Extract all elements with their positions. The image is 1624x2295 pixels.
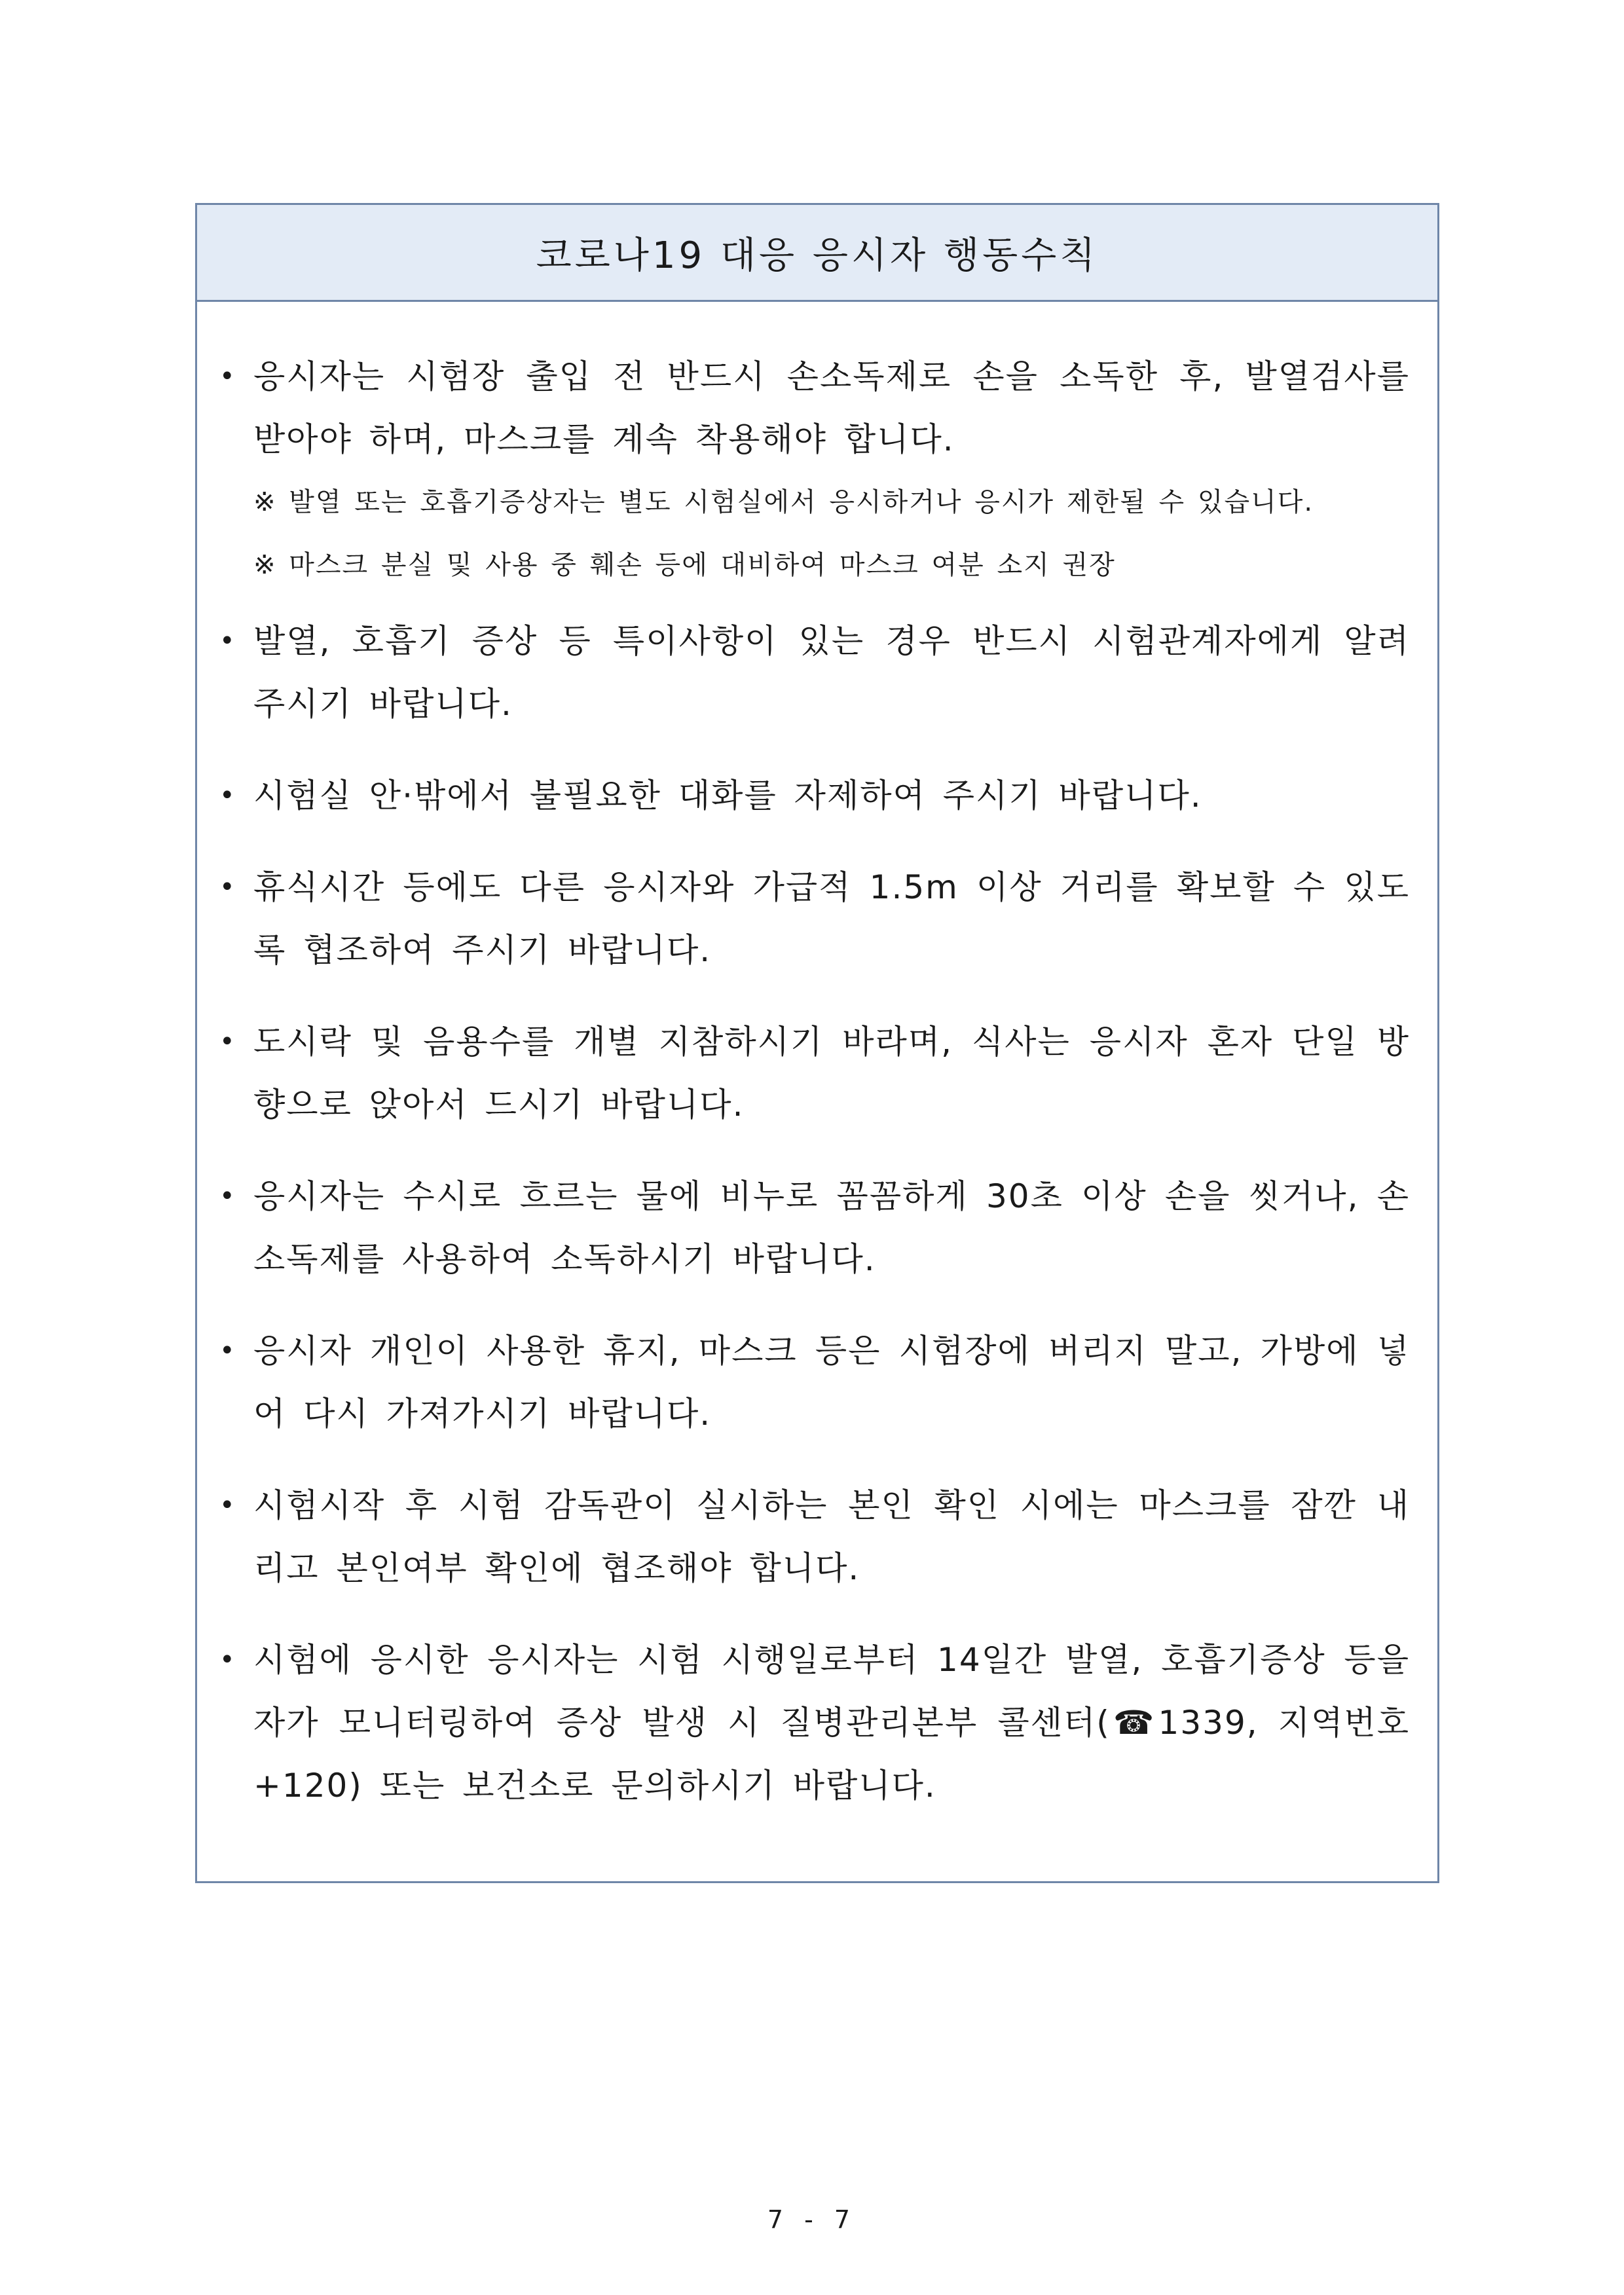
rule-item-4 (219, 856, 1410, 982)
notice-box (195, 203, 1439, 1883)
rule-item-5 (219, 1010, 1410, 1136)
rule-item-1 (219, 345, 1410, 597)
rule-text: 발열, 호흡기 증상 등 특이사항이 있는 경우 반드시 시험관계자에게 알려 주시기 바랍니다. (253, 622, 1410, 723)
rule-text: 시험실 안·밖에서 불필요한 대화를 자제하여 주시기 바랍니다. (253, 777, 1202, 815)
rule-text: 휴식시간 등에도 다른 응시자와 가급적 1.5m 이상 거리를 확보할 수 있도록 협조하여 주시기 바랍니다. (253, 868, 1410, 969)
notice-title: 코로나19 대응 응시자 행동수칙 (536, 234, 1099, 277)
bullet-icon: • (219, 872, 235, 902)
bullet-icon: • (219, 780, 235, 811)
rule-item-2 (219, 610, 1410, 735)
bullet-icon: • (219, 1336, 235, 1366)
notice-header (197, 205, 1437, 302)
rule-text: 응시자는 수시로 흐르는 물에 비누로 꼼꼼하게 30초 이상 손을 씻거나, 손소독제를 사용하여 소독하시기 바랍니다. (253, 1177, 1410, 1278)
bullet-icon: • (219, 1645, 235, 1675)
rule-item-3 (219, 764, 1410, 827)
rule-note: ※ 발열 또는 호흡기증상자는 별도 시험실에서 응시하거나 응시가 제한될 수 있습니다. (253, 487, 1314, 517)
bullet-icon: • (219, 626, 235, 656)
notice-body (197, 302, 1437, 1817)
rule-text: 도시락 및 음용수를 개별 지참하시기 바라며, 식사는 응시자 혼자 단일 방향으로 앉아서 드시기 바랍니다. (253, 1023, 1410, 1124)
rule-item-6 (219, 1165, 1410, 1291)
rule-item-9 (219, 1628, 1410, 1817)
page-number: 7 - 7 (767, 2205, 857, 2234)
bullet-icon: • (219, 1490, 235, 1520)
rule-text: 시험시작 후 시험 감독관이 실시하는 본인 확인 시에는 마스크를 잠깐 내리고 본인여부 확인에 협조해야 합니다. (253, 1486, 1410, 1587)
rule-note: ※ 마스크 분실 및 사용 중 훼손 등에 대비하여 마스크 여분 소지 권장 (253, 550, 1116, 580)
rule-text: 응시자 개인이 사용한 휴지, 마스크 등은 시험장에 버리지 말고, 가방에 넣어 다시 가져가시기 바랍니다. (253, 1332, 1410, 1433)
rule-text: 응시자는 시험장 출입 전 반드시 손소독제로 손을 소독한 후, 발열검사를 받아야 하며, 마스크를 계속 착용해야 합니다. (253, 358, 1410, 458)
rule-text-container (253, 345, 1410, 597)
rule-item-7 (219, 1319, 1410, 1445)
rule-text: 시험에 응시한 응시자는 시험 시행일로부터 14일간 발열, 호흡기증상 등을 자가 모니터링하여 증상 발생 시 질병관리본부 콜센터(☎1339, 지역번호+120) 또는 보건소로 문의하시기 바랍니다. (253, 1641, 1410, 1805)
bullet-icon: • (219, 1027, 235, 1057)
bullet-icon: • (219, 361, 235, 392)
rule-item-8 (219, 1474, 1410, 1600)
bullet-icon: • (219, 1181, 235, 1211)
